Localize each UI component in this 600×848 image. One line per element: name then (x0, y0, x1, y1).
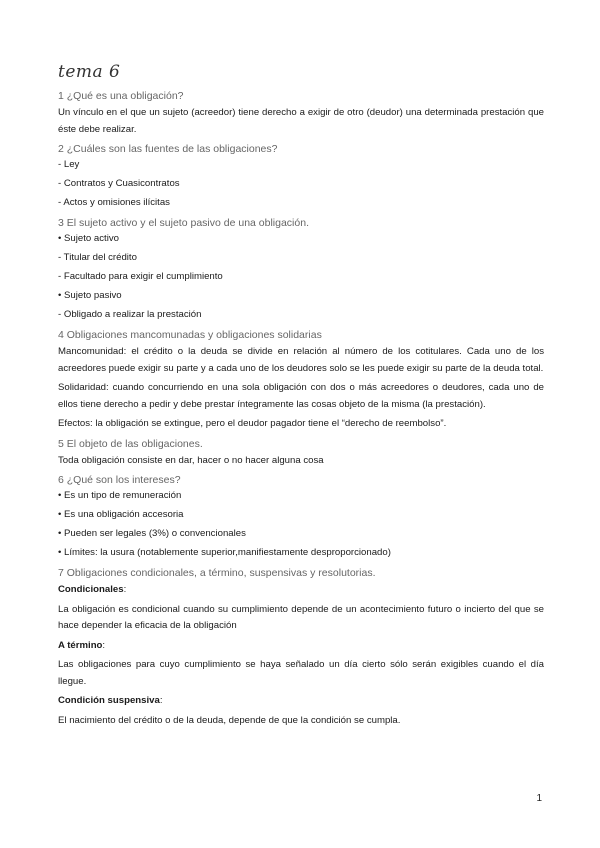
question-1-heading: 1 ¿Qué es una obligación? (58, 90, 184, 102)
list-item: - Ley (58, 159, 80, 170)
list-item: • Sujeto pasivo (58, 290, 122, 301)
list-item: - Contratos y Cuasicontratos (58, 178, 180, 189)
suspensiva-title: Condición suspensiva (58, 695, 160, 706)
list-item: • Pueden ser legales (3%) o convencionales (58, 528, 246, 539)
list-item: • Es un tipo de remuneración (58, 490, 182, 501)
question-5-heading: 5 El objeto de las obligaciones. (58, 437, 203, 450)
question-3-heading: 3 El sujeto activo y el sujeto pasivo de una obligación. (58, 217, 309, 229)
page-number: 1 (536, 793, 542, 804)
suspensiva-heading: Condición suspensiva: (58, 695, 163, 706)
mancomunidad-paragraph: Mancomunidad: el crédito o la deuda se divide en relación al número de los cotitulares. Cada uno de los acreedores puede exigir su parte y a cada uno de los deudores solo se les puede exigir su parte de la deuda total. (58, 346, 544, 374)
list-item: - Actos y omisiones ilícitas (58, 197, 170, 208)
question-1-answer: Un vínculo en el que un sujeto (acreedor) tiene derecho a exigir de otro (deudor) una determinada prestación que éste debe realizar. (58, 107, 544, 135)
list-item: • Límites: la usura (notablemente superior,manifiestamente desproporcionado) (58, 547, 391, 558)
a-termino-text: Las obligaciones para cuyo cumplimiento se haya señalado un día cierto sólo serán exigibles cuando el día llegue. (58, 659, 544, 687)
condicionales-title: Condicionales (58, 584, 124, 595)
list-item: - Titular del crédito (58, 252, 137, 263)
efectos-paragraph: Efectos: la obligación se extingue, pero el deudor pagador tiene el “derecho de reembolso”. (58, 418, 447, 429)
a-termino-heading: A término: (58, 639, 106, 651)
a-termino-title: A término (58, 639, 103, 651)
question-4-heading: 4 Obligaciones mancomunadas y obligaciones solidarias (58, 329, 322, 341)
condicionales-text: La obligación es condicional cuando su cumplimiento depende de un acontecimiento futuro o incierto del que se hace depender la eficacia de la obligación (58, 603, 544, 631)
condicionales-heading: Condicionales: (58, 584, 127, 595)
page-content (58, 58, 544, 732)
question-2-heading: 2 ¿Cuáles son las fuentes de las obligaciones? (58, 143, 278, 155)
question-6-heading: 6 ¿Qué son los intereses? (58, 474, 181, 486)
list-item: • Es una obligación accesoria (58, 509, 184, 520)
suspensiva-text: El nacimiento del crédito o de la deuda, depende de que la condición se cumpla. (58, 714, 401, 726)
list-item: - Obligado a realizar la prestación (58, 309, 202, 320)
list-item: - Facultado para exigir el cumplimiento (58, 271, 223, 282)
document-title: tema 6 (58, 62, 121, 82)
question-7-heading: 7 Obligaciones condicionales, a término, suspensivas y resolutorias. (58, 567, 376, 579)
question-5-answer: Toda obligación consiste en dar, hacer o no hacer alguna cosa (58, 454, 324, 466)
solidaridad-paragraph: Solidaridad: cuando concurriendo en una sola obligación con dos o más acreedores o deudores, cada uno de ellos tiene derecho a pedir y debe prestar íntegramente las cosas objeto de la misma (la prestación). (58, 382, 544, 410)
list-item: • Sujeto activo (58, 233, 119, 244)
